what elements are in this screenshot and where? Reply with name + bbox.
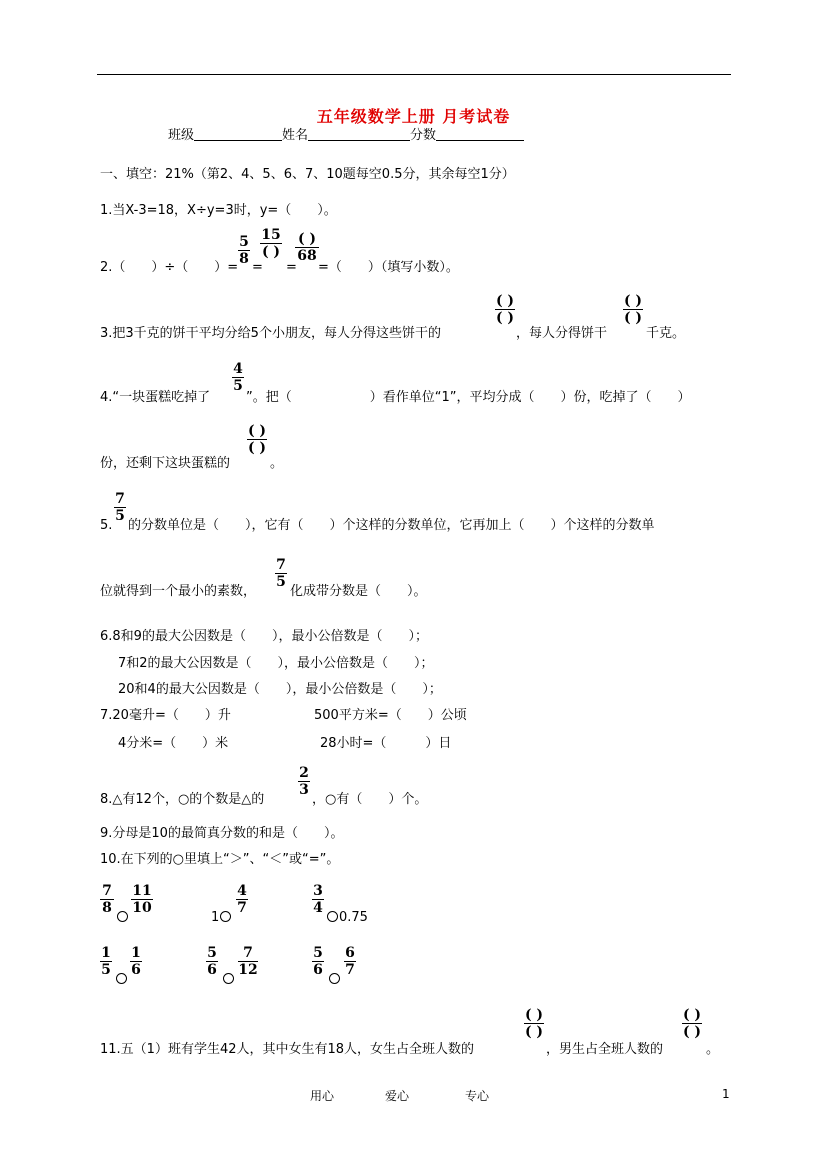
compare-circle[interactable] bbox=[220, 911, 231, 922]
name-label: 姓名 bbox=[282, 128, 309, 143]
fraction: 5 6 bbox=[207, 945, 217, 978]
fraction: 7 8 bbox=[100, 884, 114, 915]
question-7-c: 4分米=（ ）米 bbox=[118, 736, 229, 751]
question-2-tail: =（ ）（填写小数）。 bbox=[318, 260, 459, 275]
question-10: 10.在下列的○里填上“＞”、“＜”或“=”。 bbox=[100, 852, 340, 867]
compare-circle[interactable] bbox=[327, 911, 338, 922]
question-7-d: 28小时=（ ）日 bbox=[320, 736, 452, 751]
fraction: 7 5 bbox=[276, 557, 286, 590]
class-label: 班级 bbox=[168, 128, 195, 143]
name-blank[interactable] bbox=[308, 140, 410, 141]
question-11-text: 11.五（1）班有学生42人，其中女生有18人，女生占全班人数的 bbox=[100, 1042, 475, 1057]
compare-circle[interactable] bbox=[329, 973, 340, 984]
question-8-tail: ，○有（ ）个。 bbox=[312, 792, 428, 807]
page-number: 1 bbox=[722, 1087, 730, 1101]
equals-sign: = bbox=[252, 260, 263, 275]
footer-text: 专心 bbox=[465, 1089, 490, 1103]
student-info bbox=[168, 128, 524, 144]
fraction: 4 7 bbox=[237, 883, 247, 916]
question-11-mid: ，男生占全班人数的 bbox=[546, 1042, 664, 1057]
fraction: 7 5 bbox=[115, 491, 125, 524]
fraction: 7 12 bbox=[238, 945, 258, 978]
compare-expr: 0.75 bbox=[326, 910, 368, 926]
question-4-mid: ”。把（ ）看作单位“1”，平均分成（ ）份，吃掉了（ ） bbox=[246, 390, 691, 405]
fraction: ( ) 68 bbox=[295, 232, 319, 263]
period: 。 bbox=[270, 456, 284, 471]
question-5-line2: 位就得到一个最小的素数， bbox=[100, 584, 257, 599]
period: 。 bbox=[706, 1042, 720, 1057]
fraction: 1 5 bbox=[101, 945, 111, 978]
question-7-a: 7.20毫升=（ ）升 bbox=[100, 708, 231, 723]
question-5-text: 的分数单位是（ ），它有（ ）个这样的分数单位，它再加上（ ）个这样的分数单 bbox=[128, 518, 655, 533]
question-7-b: 500平方米=（ ）公顷 bbox=[314, 708, 467, 723]
fraction-blank: ( ) ( ) bbox=[247, 423, 267, 456]
question-6-line3: 20和4的最大公因数是（ ），最小公倍数是（ ）； bbox=[118, 682, 442, 697]
question-5-tail: 化成带分数是（ ）。 bbox=[290, 584, 427, 599]
fraction: 6 7 bbox=[345, 945, 355, 978]
question-4-text: 4.“一块蛋糕吃掉了 bbox=[100, 390, 211, 405]
footer-text: 用心 bbox=[310, 1089, 335, 1103]
fraction: 15 ( ) bbox=[261, 227, 281, 260]
compare-circle[interactable] bbox=[223, 973, 234, 984]
fraction: 1 6 bbox=[131, 945, 141, 978]
question-6-line2: 7和2的最大公因数是（ ），最小公倍数是（ ）； bbox=[118, 656, 434, 671]
fraction-blank: ( ) ( ) bbox=[682, 1007, 702, 1040]
question-3-mid: ，每人分得饼干 bbox=[516, 326, 608, 341]
question-3-text: 3.把3千克的饼干平均分给5个小朋友，每人分得这些饼干的 bbox=[100, 326, 441, 341]
fraction-blank: ( ) ( ) bbox=[623, 293, 643, 326]
footer-text: 爱心 bbox=[385, 1089, 410, 1103]
question-1: 1.当X-3=18，X÷y=3时，y=（ ）。 bbox=[100, 203, 337, 218]
question-8-text: 8.△有12个，○的个数是△的 bbox=[100, 792, 265, 807]
question-6-line1: 6.8和9的最大公因数是（ ），最小公倍数是（ ）； bbox=[100, 629, 428, 644]
fraction: 11 10 bbox=[132, 883, 152, 916]
fraction: 2 3 bbox=[299, 765, 309, 798]
question-5-number: 5. bbox=[100, 518, 113, 533]
question-3-tail: 千克。 bbox=[646, 326, 686, 341]
fraction-blank: ( ) ( ) bbox=[495, 293, 515, 326]
equals-sign: = bbox=[286, 260, 297, 275]
question-2-text: 2.（ ）÷（ ）= bbox=[100, 260, 239, 275]
compare-expr: 1 bbox=[211, 910, 232, 926]
fraction-blank: ( ) ( ) bbox=[524, 1007, 544, 1040]
compare-circle[interactable] bbox=[117, 911, 128, 922]
page-title: 五年级数学上册 月考试卷 bbox=[316, 107, 511, 126]
question-4-line2: 份，还剩下这块蛋糕的 bbox=[100, 456, 231, 471]
fraction: 5 6 bbox=[313, 945, 323, 978]
fraction: 3 4 bbox=[313, 883, 323, 916]
fraction: 4 5 bbox=[233, 361, 243, 394]
question-9: 9.分母是10的最简真分数的和是（ ）。 bbox=[100, 826, 344, 841]
score-blank[interactable] bbox=[436, 140, 524, 141]
section-heading: 一、填空：21%（第2、4、5、6、7、10题每空0.5分，其余每空1分） bbox=[100, 167, 515, 182]
score-label: 分数 bbox=[410, 128, 437, 143]
header-rule bbox=[97, 74, 731, 75]
fraction: 5 8 bbox=[239, 234, 249, 267]
compare-circle[interactable] bbox=[116, 973, 127, 984]
class-blank[interactable] bbox=[194, 140, 282, 141]
